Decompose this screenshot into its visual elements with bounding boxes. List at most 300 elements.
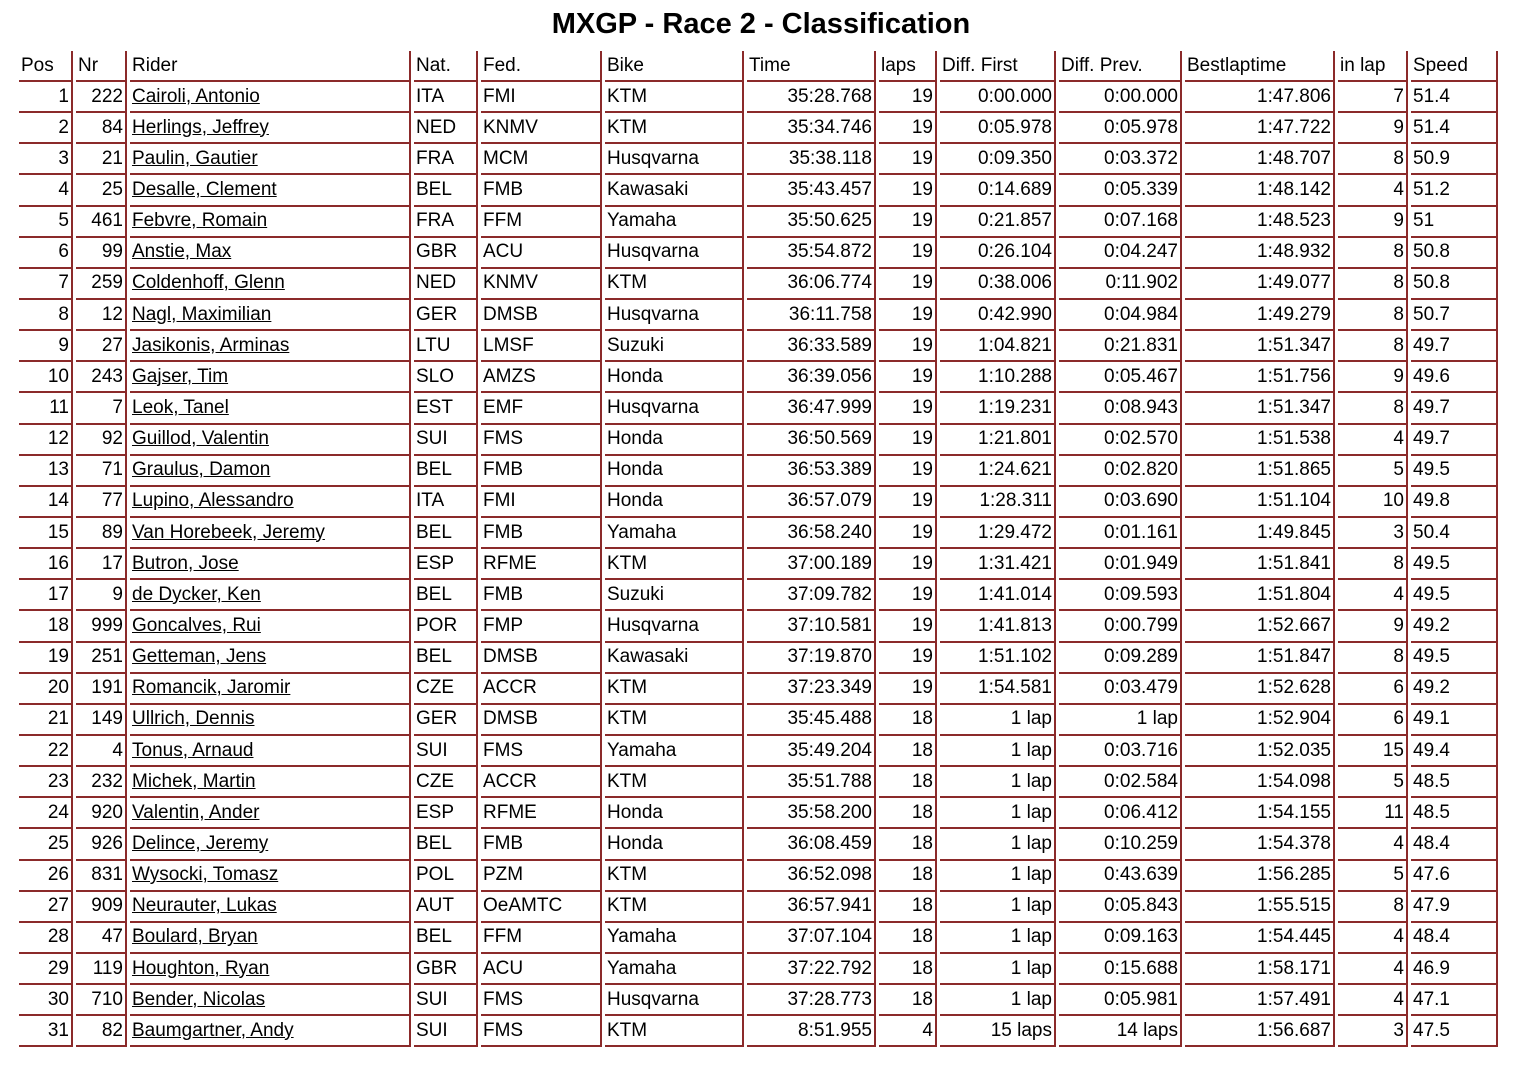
rider-link[interactable]: Getteman, Jens [132,646,267,668]
rider-link[interactable]: Butron, Jose [132,552,239,574]
cell-bestlaptime: 1:51.847 [1185,643,1335,674]
cell-diff-first: 1:29.472 [940,518,1056,549]
cell-diff-prev: 0:06.412 [1059,798,1182,829]
cell-bike: Husqvarna [605,238,744,269]
cell-time: 36:33.589 [747,331,876,362]
cell-bestlaptime: 1:51.104 [1185,487,1335,518]
table-row [19,331,1498,362]
cell-nr: 243 [76,362,127,393]
cell-speed: 49.7 [1411,425,1498,456]
cell-diff-prev: 0:03.716 [1059,736,1182,767]
rider-link[interactable]: de Dycker, Ken [132,583,261,605]
column-header-nr: Nr [76,51,127,82]
cell-diff-prev: 1 lap [1059,705,1182,736]
table-row [19,923,1498,954]
cell-speed: 48.5 [1411,798,1498,829]
rider-link[interactable]: Jasikonis, Arminas [132,334,290,356]
table-row [19,175,1498,206]
cell-nat: GER [414,705,478,736]
cell-time: 35:45.488 [747,705,876,736]
cell-fed: FMS [481,985,602,1016]
table-row [19,362,1498,393]
cell-pos: 4 [19,175,73,206]
cell-fed: DMSB [481,705,602,736]
cell-diff-prev: 0:00.799 [1059,611,1182,642]
column-header-diff-first: Diff. First [940,51,1056,82]
cell-nat: SUI [414,425,478,456]
cell-laps: 18 [879,892,937,923]
rider-link[interactable]: Bender, Nicolas [132,988,266,1010]
cell-laps: 18 [879,736,937,767]
cell-rider [130,144,411,175]
cell-rider [130,207,411,238]
cell-time: 36:06.774 [747,269,876,300]
cell-bestlaptime: 1:49.077 [1185,269,1335,300]
rider-link[interactable]: Cairoli, Antonio [132,85,260,107]
cell-time: 36:52.098 [747,861,876,892]
cell-speed: 49.5 [1411,580,1498,611]
cell-diff-prev: 0:05.981 [1059,985,1182,1016]
cell-in-lap: 5 [1338,456,1408,487]
cell-laps: 19 [879,456,937,487]
cell-nr: 461 [76,207,127,238]
cell-diff-prev: 0:07.168 [1059,207,1182,238]
cell-rider [130,705,411,736]
cell-diff-first: 15 laps [940,1016,1056,1047]
cell-rider [130,82,411,113]
cell-time: 35:51.788 [747,767,876,798]
cell-bike: KTM [605,113,744,144]
rider-link[interactable]: Nagl, Maximilian [132,303,272,325]
table-row [19,113,1498,144]
cell-bestlaptime: 1:51.347 [1185,393,1335,424]
cell-fed: FMI [481,487,602,518]
cell-bike: Honda [605,456,744,487]
rider-link[interactable]: Delince, Jeremy [132,832,269,854]
cell-bestlaptime: 1:48.932 [1185,238,1335,269]
cell-speed: 47.9 [1411,892,1498,923]
cell-nat: SUI [414,985,478,1016]
cell-rider [130,861,411,892]
cell-speed: 46.9 [1411,954,1498,985]
cell-in-lap: 4 [1338,580,1408,611]
cell-rider [130,767,411,798]
cell-bike: Kawasaki [605,175,744,206]
cell-bike: KTM [605,1016,744,1047]
rider-link[interactable]: Michek, Martin [132,770,256,792]
cell-time: 35:38.118 [747,144,876,175]
rider-link[interactable]: Houghton, Ryan [132,957,270,979]
cell-time: 36:39.056 [747,362,876,393]
cell-in-lap: 8 [1338,643,1408,674]
table-row [19,549,1498,580]
cell-nat: LTU [414,331,478,362]
cell-nr: 222 [76,82,127,113]
cell-rider [130,611,411,642]
cell-diff-prev: 0:15.688 [1059,954,1182,985]
cell-fed: FFM [481,207,602,238]
cell-pos: 24 [19,798,73,829]
rider-link[interactable]: Boulard, Bryan [132,926,258,948]
cell-diff-prev: 0:04.247 [1059,238,1182,269]
rider-link[interactable]: Anstie, Max [132,241,232,263]
cell-fed: KNMV [481,113,602,144]
cell-bike: Yamaha [605,518,744,549]
cell-diff-first: 1:24.621 [940,456,1056,487]
cell-in-lap: 15 [1338,736,1408,767]
cell-rider [130,113,411,144]
cell-speed: 51.4 [1411,113,1498,144]
cell-nat: GBR [414,238,478,269]
cell-bike: KTM [605,82,744,113]
cell-rider [130,175,411,206]
cell-bike: Husqvarna [605,985,744,1016]
cell-rider [130,300,411,331]
cell-laps: 19 [879,207,937,238]
cell-bestlaptime: 1:51.841 [1185,549,1335,580]
cell-pos: 21 [19,705,73,736]
cell-fed: FMS [481,1016,602,1047]
cell-fed: ACU [481,238,602,269]
cell-in-lap: 8 [1338,238,1408,269]
table-row [19,82,1498,113]
cell-diff-prev: 0:05.467 [1059,362,1182,393]
cell-fed: RFME [481,798,602,829]
cell-diff-prev: 0:02.584 [1059,767,1182,798]
cell-diff-first: 1:21.801 [940,425,1056,456]
cell-speed: 49.7 [1411,331,1498,362]
cell-laps: 18 [879,985,937,1016]
cell-bestlaptime: 1:54.445 [1185,923,1335,954]
cell-rider [130,736,411,767]
cell-in-lap: 5 [1338,861,1408,892]
cell-nat: SUI [414,1016,478,1047]
cell-diff-first: 1 lap [940,892,1056,923]
cell-pos: 15 [19,518,73,549]
cell-time: 36:11.758 [747,300,876,331]
cell-laps: 19 [879,393,937,424]
cell-diff-first: 1 lap [940,798,1056,829]
rider-link[interactable]: Baumgartner, Andy [132,1019,294,1041]
cell-diff-prev: 0:09.163 [1059,923,1182,954]
cell-bestlaptime: 1:52.667 [1185,611,1335,642]
cell-speed: 51 [1411,207,1498,238]
cell-pos: 25 [19,829,73,860]
cell-in-lap: 4 [1338,985,1408,1016]
cell-diff-first: 1 lap [940,954,1056,985]
cell-nat: BEL [414,456,478,487]
cell-nr: 251 [76,643,127,674]
cell-pos: 11 [19,393,73,424]
cell-laps: 19 [879,362,937,393]
cell-fed: FMB [481,175,602,206]
cell-bestlaptime: 1:48.707 [1185,144,1335,175]
cell-nat: BEL [414,643,478,674]
cell-speed: 49.5 [1411,549,1498,580]
cell-in-lap: 8 [1338,300,1408,331]
cell-laps: 19 [879,518,937,549]
cell-fed: EMF [481,393,602,424]
cell-diff-first: 0:14.689 [940,175,1056,206]
cell-rider [130,393,411,424]
cell-rider [130,643,411,674]
cell-diff-prev: 0:03.690 [1059,487,1182,518]
cell-laps: 18 [879,923,937,954]
cell-rider [130,331,411,362]
cell-rider [130,1016,411,1047]
cell-bike: KTM [605,674,744,705]
rider-link[interactable]: Romancik, Jaromir [132,677,291,699]
rider-link[interactable]: Lupino, Alessandro [132,490,294,512]
rider-link[interactable]: Tonus, Arnaud [132,739,254,761]
cell-bestlaptime: 1:58.171 [1185,954,1335,985]
cell-nat: NED [414,113,478,144]
cell-speed: 50.4 [1411,518,1498,549]
rider-link[interactable]: Guillod, Valentin [132,428,269,450]
cell-fed: OeAMTC [481,892,602,923]
rider-link[interactable]: Van Horebeek, Jeremy [132,521,325,543]
rider-link[interactable]: Neurauter, Lukas [132,895,277,917]
table-row [19,207,1498,238]
cell-in-lap: 4 [1338,923,1408,954]
cell-in-lap: 4 [1338,954,1408,985]
cell-bestlaptime: 1:47.806 [1185,82,1335,113]
cell-bestlaptime: 1:54.155 [1185,798,1335,829]
cell-bike: Suzuki [605,580,744,611]
cell-in-lap: 11 [1338,798,1408,829]
cell-fed: FMB [481,580,602,611]
cell-nr: 21 [76,144,127,175]
column-header-diff-prev: Diff. Prev. [1059,51,1182,82]
cell-diff-prev: 0:43.639 [1059,861,1182,892]
cell-nr: 47 [76,923,127,954]
cell-nr: 119 [76,954,127,985]
cell-time: 36:47.999 [747,393,876,424]
cell-nr: 149 [76,705,127,736]
cell-laps: 19 [879,643,937,674]
rider-link[interactable]: Febvre, Romain [132,210,268,232]
cell-time: 37:07.104 [747,923,876,954]
rider-link[interactable]: Ullrich, Dennis [132,708,255,730]
cell-bestlaptime: 1:52.904 [1185,705,1335,736]
cell-diff-first: 0:26.104 [940,238,1056,269]
cell-diff-first: 1 lap [940,861,1056,892]
table-row [19,767,1498,798]
cell-in-lap: 3 [1338,1016,1408,1047]
cell-nr: 25 [76,175,127,206]
rider-link[interactable]: Graulus, Damon [132,459,271,481]
cell-time: 37:23.349 [747,674,876,705]
cell-pos: 31 [19,1016,73,1047]
cell-laps: 19 [879,144,937,175]
cell-nr: 999 [76,611,127,642]
cell-speed: 51.4 [1411,82,1498,113]
cell-nr: 909 [76,892,127,923]
cell-diff-prev: 14 laps [1059,1016,1182,1047]
cell-bike: KTM [605,269,744,300]
cell-rider [130,425,411,456]
cell-rider [130,238,411,269]
cell-fed: MCM [481,144,602,175]
cell-fed: ACCR [481,767,602,798]
rider-link[interactable]: Desalle, Clement [132,178,277,200]
cell-bestlaptime: 1:48.142 [1185,175,1335,206]
cell-pos: 1 [19,82,73,113]
cell-pos: 18 [19,611,73,642]
cell-pos: 2 [19,113,73,144]
cell-bike: Husqvarna [605,144,744,175]
cell-nat: NED [414,269,478,300]
cell-time: 37:00.189 [747,549,876,580]
cell-fed: ACU [481,954,602,985]
cell-diff-first: 0:21.857 [940,207,1056,238]
cell-bike: Husqvarna [605,300,744,331]
cell-speed: 49.6 [1411,362,1498,393]
cell-diff-prev: 0:09.593 [1059,580,1182,611]
cell-nat: SUI [414,736,478,767]
cell-diff-first: 0:09.350 [940,144,1056,175]
cell-rider [130,487,411,518]
cell-pos: 17 [19,580,73,611]
cell-diff-first: 1 lap [940,985,1056,1016]
cell-fed: FMP [481,611,602,642]
cell-speed: 47.6 [1411,861,1498,892]
rider-link[interactable]: Valentin, Ander [132,801,260,823]
cell-bestlaptime: 1:54.098 [1185,767,1335,798]
cell-in-lap: 8 [1338,144,1408,175]
rider-link[interactable]: Wysocki, Tomasz [132,864,279,886]
cell-time: 36:50.569 [747,425,876,456]
table-row [19,705,1498,736]
cell-rider [130,674,411,705]
cell-nr: 232 [76,767,127,798]
cell-nr: 82 [76,1016,127,1047]
cell-diff-prev: 0:21.831 [1059,331,1182,362]
cell-speed: 49.2 [1411,674,1498,705]
cell-pos: 13 [19,456,73,487]
rider-link[interactable]: Gajser, Tim [132,365,229,387]
cell-diff-first: 1 lap [940,736,1056,767]
cell-nat: CZE [414,674,478,705]
column-header-laps: laps [879,51,937,82]
cell-speed: 49.4 [1411,736,1498,767]
cell-diff-prev: 0:08.943 [1059,393,1182,424]
cell-nr: 17 [76,549,127,580]
cell-in-lap: 8 [1338,892,1408,923]
cell-diff-prev: 0:02.570 [1059,425,1182,456]
cell-nr: 71 [76,456,127,487]
cell-fed: FMB [481,518,602,549]
table-row [19,985,1498,1016]
cell-bike: Honda [605,425,744,456]
cell-rider [130,985,411,1016]
cell-diff-first: 1 lap [940,767,1056,798]
cell-bestlaptime: 1:49.279 [1185,300,1335,331]
rider-link[interactable]: Paulin, Gautier [132,147,258,169]
cell-pos: 22 [19,736,73,767]
cell-diff-first: 1:04.821 [940,331,1056,362]
cell-laps: 19 [879,611,937,642]
cell-bike: Honda [605,362,744,393]
column-header-nat: Nat. [414,51,478,82]
cell-laps: 19 [879,113,937,144]
cell-bike: Yamaha [605,207,744,238]
column-header-speed: Speed [1411,51,1498,82]
table-row [19,144,1498,175]
cell-diff-first: 1 lap [940,705,1056,736]
cell-bike: Kawasaki [605,643,744,674]
cell-nat: ITA [414,82,478,113]
cell-pos: 6 [19,238,73,269]
cell-fed: FMI [481,82,602,113]
cell-bestlaptime: 1:56.687 [1185,1016,1335,1047]
cell-time: 35:43.457 [747,175,876,206]
column-header-fed: Fed. [481,51,602,82]
cell-laps: 18 [879,767,937,798]
cell-nr: 4 [76,736,127,767]
cell-nat: POL [414,861,478,892]
cell-bestlaptime: 1:48.523 [1185,207,1335,238]
cell-pos: 12 [19,425,73,456]
classification-table [16,51,1501,1047]
cell-nr: 99 [76,238,127,269]
cell-time: 37:10.581 [747,611,876,642]
cell-in-lap: 10 [1338,487,1408,518]
cell-speed: 51.2 [1411,175,1498,206]
cell-diff-first: 1 lap [940,829,1056,860]
cell-diff-prev: 0:10.259 [1059,829,1182,860]
rider-link[interactable]: Herlings, Jeffrey [132,116,269,138]
cell-pos: 9 [19,331,73,362]
cell-pos: 5 [19,207,73,238]
cell-speed: 48.5 [1411,767,1498,798]
cell-laps: 19 [879,300,937,331]
cell-pos: 20 [19,674,73,705]
rider-link[interactable]: Goncalves, Rui [132,614,261,636]
cell-bike: Suzuki [605,331,744,362]
cell-diff-first: 1:41.813 [940,611,1056,642]
cell-in-lap: 8 [1338,331,1408,362]
cell-laps: 19 [879,425,937,456]
cell-nr: 9 [76,580,127,611]
cell-diff-first: 1:51.102 [940,643,1056,674]
cell-bestlaptime: 1:51.865 [1185,456,1335,487]
table-row [19,580,1498,611]
cell-diff-prev: 0:11.902 [1059,269,1182,300]
cell-time: 36:08.459 [747,829,876,860]
cell-time: 36:57.079 [747,487,876,518]
cell-diff-prev: 0:02.820 [1059,456,1182,487]
cell-bike: KTM [605,892,744,923]
cell-time: 8:51.955 [747,1016,876,1047]
cell-nr: 89 [76,518,127,549]
table-row [19,674,1498,705]
cell-bike: Husqvarna [605,611,744,642]
cell-time: 35:34.746 [747,113,876,144]
cell-bike: Husqvarna [605,393,744,424]
cell-pos: 19 [19,643,73,674]
cell-in-lap: 6 [1338,674,1408,705]
cell-laps: 19 [879,269,937,300]
cell-diff-prev: 0:05.978 [1059,113,1182,144]
cell-bike: Yamaha [605,954,744,985]
rider-link[interactable]: Leok, Tanel [132,396,229,418]
rider-link[interactable]: Coldenhoff, Glenn [132,272,285,294]
column-header-pos: Pos [19,51,73,82]
table-row [19,393,1498,424]
cell-time: 37:19.870 [747,643,876,674]
cell-nr: 84 [76,113,127,144]
